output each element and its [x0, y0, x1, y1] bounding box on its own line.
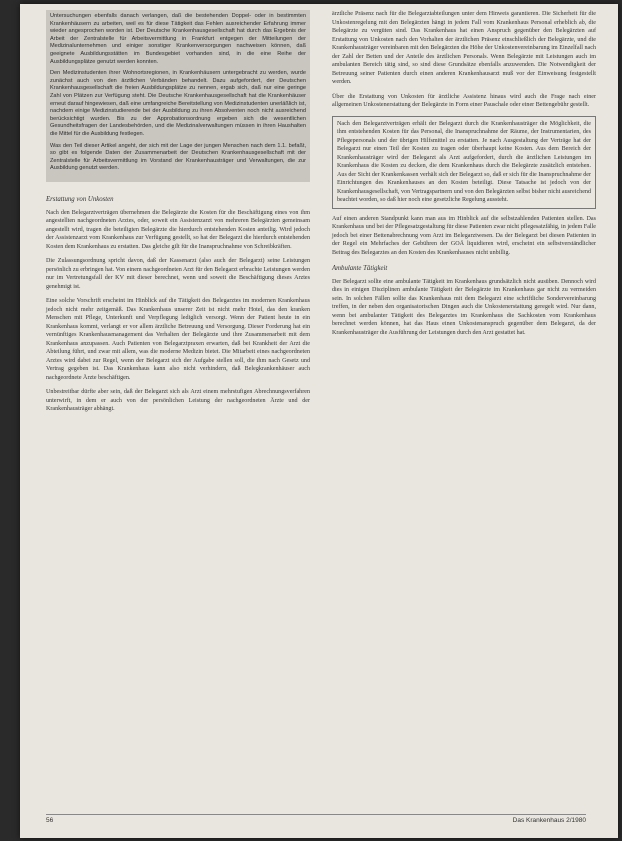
info-box-paragraph: Den Medizinstudenten ihrer Wohnortsregionen, in Krankenhäusern untergebracht zu werden, wurde zunächst auch von den ärztlichen Verbänden behandelt. Dazu aufgefordert, der Deutschen Krankenhausgesellschaft die freien Ausbildungsplätze zu nennen, ergab sich, daß nur eine geringe Zahl von Plätzen zur Verfügung steht. Die Deutsche Krankenhausgesellschaft hat die Krankenhäuser erneut darauf hingewiesen, daß eine umfangreiche Bereitstellung von Medizinstudenten unerläßlich ist, nachdem einige Medizinstudierende bei der Ausbildung zu ihren Absolventen noch nicht ausreichend berücksichtigt wurden. Bis zu der Approbationsordnung ergeben sich die wesentlichen Gesundheitsfragen der Landesbehörden, und die Medizinalverwaltungen müssen in ihren Haushalten die Mittel für die Ausbildung festlegen.	[50, 70, 306, 137]
paragraph: Über die Erstattung von Unkosten für ärztliche Assistenz hinaus wird auch die Frage nach einer allgemeinen Unkostenerstattung der Belegärzte in Form einer Pauschale oder einer Bettengebühr gestellt.	[332, 93, 596, 108]
info-box	[46, 10, 310, 182]
framed-paragraph-text: Nach den Belegarztverträgen erhält der Belegarzt durch die Krankenhausträger die Möglichkeit, die ihm entstehenden Kosten für das Personal, die Inanspruchnahme der Räume, der Instrumentarien, des Pflegepersonals und der übrigen Hilfsmittel zu erstatten. Je nach Ausgestaltung der Verträge hat der Belegarzt nur einen Teil der Kosten zu tragen oder überhaupt keine Kosten. Aus dem Bereich der Krankenhausträger wird der Belegarzt als Arzt aufgefordert, durch die ärztlichen Leistungen im Krankenhaus die Kosten zu decken, die dem Krankenhaus durch die Belegärzte zusätzlich entstehen. Aus der Sicht der Krankenkassen verhält sich der Belegarzt so, daß er sich für die Inanspruchnahme der Einrichtungen des Krankenhauses an den Kosten beteiligt. Diese Tatsache ist jedoch von der Krankenhausgesellschaft, von Vertragspartnern und von den Belegärzten selbst bisher nicht ausreichend beachtet worden, so daß hier noch eine gesetzliche Regelung aussteht.	[337, 120, 591, 203]
right-body-text	[332, 10, 596, 337]
paragraph: Auf einen anderen Standpunkt kann man aus im Hinblick auf die selbstzahlenden Patienten stellen. Das Krankenhaus und bei der Pflegesatzgestaltung für diese Patienten zwar nicht pflegesatzfähig, in jedem Falle jedoch bei einer Bettenabrechnung vom Arzt im Belegarztwesen. Da der Belegarzt bei diesen Patienten in der Regel ein Mehrfaches der Gebühren der GOÄ liquidieren wird, erscheint ein selbstverständlicher Beitrag des Belegarztes an den Kosten des Krankenhauses nicht unbillig.	[332, 215, 596, 256]
info-box-paragraph: Was den Teil dieser Artikel angeht, der sich mit der Lage der jungen Menschen nach dem 1.1. befaßt, so gibt es folgende Daten der Zusammenarbeit der Deutschen Krankenhausgesellschaft mit der Zentralstelle für Arbeitsvermittlung im Vorstand der Krankenhausträger und Verwaltungen, die zur Ausbildung genutzt werden.	[50, 142, 306, 172]
page-footer	[46, 814, 586, 824]
paragraph: Unbestreitbar dürfte aber sein, daß der Belegarzt sich als Arzt einem mehrstufigen Abrechnungsverfahren unterwirft, in dem er auch von der persönlichen Leistung der nachgeordneten Ärzte und der Krankenhausträger abhängt.	[46, 389, 310, 413]
section-heading: Ambulante Tätigkeit	[332, 265, 388, 272]
section-heading: Erstattung von Unkosten	[46, 195, 114, 203]
paragraph: Eine solche Vorschrift erscheint im Hinblick auf die Tätigkeit des Belegarztes im modernen Krankenhaus jedoch nicht mehr zeitgemäß. Das Krankenhaus unserer Zeit ist nicht mehr Hotel, das den kranken Menschen mit Pflege, Unterkunft und Verpflegung lediglich versorgt. Wenn der Patient heute in ein Krankenhaus kommt, verlangt er vor allem ärztliche Betreuung und Versorgung. Dieser Forderung hat ein vernünftiges Krankenhausmanagement das Verhalten der Belegärzte und ihre Zusammenarbeit mit dem Krankenhaus anzupassen. Auch Patienten von Belegarztpraxen erwarten, daß bei Krankheit der Arzt die Abteilung führt, und zwar mit allem, was die moderne Medizin bietet. Die Mitarbeit eines nachgeordneten Arztes wird dabei zur Regel, wenn der Belegarzt sich der Aufgabe stellen soll, die ihm nach Gesetz und Vertrag gegeben ist. Das Krankenhaus kann also nicht verhindern, daß Belegkrankenhäuser auch nachgeordnete Ärzte beschäftigen.	[46, 298, 310, 381]
right-column	[332, 10, 596, 343]
framed-paragraph	[332, 116, 596, 209]
page-number: 56	[46, 817, 54, 824]
left-body-text	[46, 209, 310, 414]
paragraph: Nach den Belegarztverträgen übernehmen die Belegärzte die Kosten für die Beschäftigung eines von ihm angestellten nachgeordneten Arztes, oder, soweit ein Assistenzarzt von mehreren Belegärzten gemeinsam angestellt wird, tragen die beteiligten Belegärzte die hierdurch entstehenden Kosten anteilig. Wird jedoch der Assistenzarzt vom Krankenhaus zur Verfügung gestellt, so hat der Belegarzt die hierdurch entstehenden Kosten dem Krankenhaus zu erstatten. Das gleiche gilt für die Inanspruchnahme von Schreibkräften.	[46, 209, 310, 250]
paragraph: Die Zulassungsordnung spricht davon, daß der Kassenarzt (also auch der Belegarzt) seine Leistungen persönlich zu erbringen hat. Von einem nachgeordneten Arzt für den Belegarzt erbrachte Leistungen werden nur im Vertretungsfall der KV mit dieser berechnet, wenn und soweit die Beschäftigung dieses Arztes genehmigt ist.	[46, 258, 310, 290]
publication-name: Das Krankenhaus 2/1980	[512, 817, 586, 824]
left-column	[46, 10, 310, 420]
paragraph: Der Belegarzt sollte eine ambulante Tätigkeit im Krankenhaus grundsätzlich nicht ausüben. Dennoch wird dies in einigen Disziplinen ambulante Tätigkeit der Belegärzte im Krankenhaus gar nicht zu vermeiden sein. In solchen Fällen sollte das Krankenhaus mit dem Belegarzt eine schriftliche Sondervereinbarung treffen, in der neben den organisatorischen Dingen auch die Unkostenerstattung geregelt wird. Nur dann, wenn bei ambulanter Tätigkeit des Belegarztes im Krankenhaus die Sachkosten vom Krankenhaus berechnet werden können, hat das Haus einen Unkostenanspruch gegenüber dem Belegarzt, da der Krankenhausträger die Ausführung der Leistungen durch den Arzt gestattet hat.	[332, 278, 596, 336]
info-box-paragraph: Untersuchungen ebenfalls danach verlangen, daß die bestehenden Doppel- oder in bestimmten Krankenhäusern zu arbeiten, weil es für diese Tätigkeit das Fehlen ausreichender Erfahrung immer wieder angesprochen worden ist. Der Deutsche Krankenhausgesellschaft hat durch das Ergebnis der Arbeit der Zentralstelle für Arbeitsvermittlung in Frankfurt entgegen der Mitteilungen der Medizinalunternehmen und einiger sonstiger Krankenversorgungen nachweisen können, daß geeignete Ausbildungsstätten im Bundesgebiet vorhanden sind, in die eine Reihe der Ausbildungsplätze genutzt werden konnten.	[50, 13, 306, 65]
paragraph: ärztliche Präsenz nach für die Belegarztabteilungen unter dem Hinweis garantieren. Die Sicherheit für die Unkostenregelung mit den Belegärzten hängt in jedem Fall vom Krankenhaus Personal erheblich ab, die Belegärzte zu vergüten sind. Das Krankenhaus hat einen Anspruch gegenüber den Belegärzten auf Erstattung von Unkosten nach den Vorhalten der ärztlichen Präsenz einschließlich der Belegärzte, und die Krankenhausträger vereinbaren mit den Belegärzten die Höhe der Unkostenvereinbarung im Einzelfall nach der Zahl der Betten und der Anteile des ärztlichen Personals. Wenn Belegärzte mit Leistungen auch im ambulanten Bereich tätig sind, so sind diese Grundsätze ebenfalls anzuwenden. Die Notwendigkeit der Betreuung seiner Patienten durch einen anderen Krankenhausarzt muß vor der Einweisung festgestellt werden.	[332, 11, 596, 85]
document-page	[20, 4, 618, 838]
